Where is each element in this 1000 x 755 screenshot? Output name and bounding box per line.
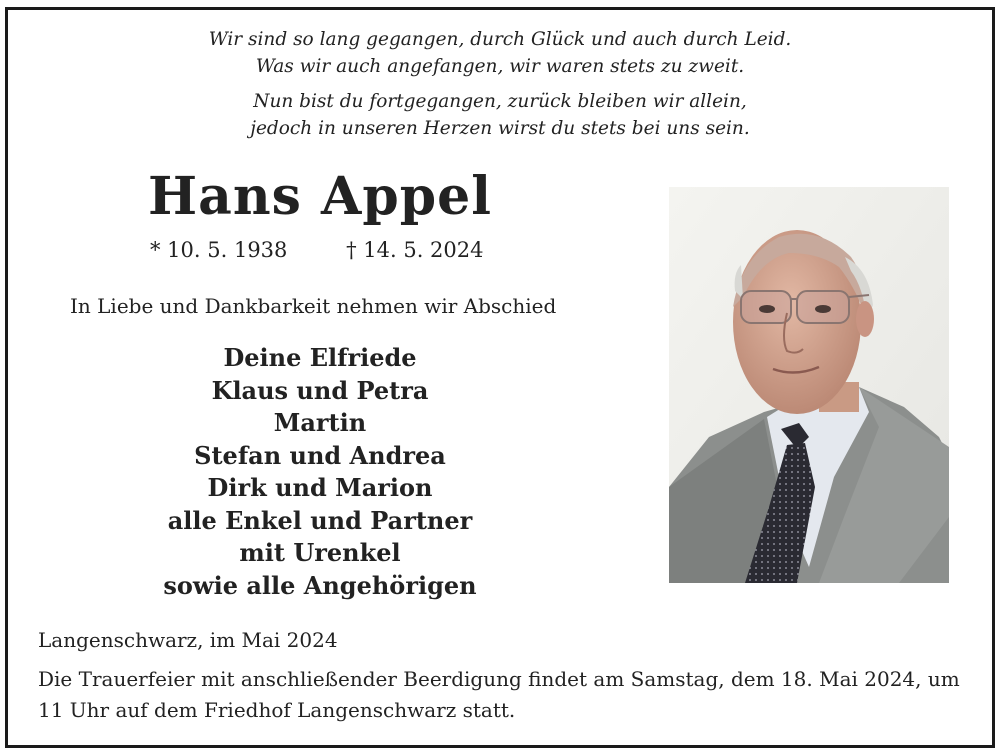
poem-stanza-1	[0, 26, 1000, 80]
mourner: Deine Elfriede	[223, 343, 417, 372]
ceremony-notice: Die Trauerfeier mit anschließender Beerdigung findet am Samstag, dem 18. Mai 2024, um 11 Uhr auf dem Friedhof Langenschwarz statt.	[38, 667, 960, 722]
birth-date: * 10. 5. 1938	[150, 238, 288, 262]
mourner: Dirk und Marion	[207, 473, 433, 502]
place-date: Langenschwarz, im Mai 2024	[38, 628, 338, 652]
mourner: alle Enkel und Partner	[167, 505, 473, 535]
life-dates	[150, 238, 484, 262]
poem-stanza-2	[0, 88, 1000, 142]
poem	[0, 26, 1000, 150]
portrait-illustration	[669, 187, 949, 583]
mourner: Martin	[273, 408, 367, 437]
poem-line: Was wir auch angefangen, wir waren stets zu zweit.	[255, 56, 745, 77]
death-date: † 14. 5. 2024	[346, 238, 484, 262]
poem-line: jedoch in unseren Herzen wirst du stets bei uns sein.	[250, 118, 750, 139]
poem-line: Wir sind so lang gegangen, durch Glück und auch durch Leid.	[208, 29, 792, 50]
portrait-photo	[669, 187, 949, 583]
mourners-list	[90, 342, 550, 602]
farewell-intro: In Liebe und Dankbarkeit nehmen wir Abschied	[70, 294, 557, 318]
mourner: sowie alle Angehörigen	[163, 570, 477, 600]
mourner: mit Urenkel	[239, 538, 401, 567]
poem-line: Nun bist du fortgegangen, zurück bleiben wir allein,	[253, 91, 747, 112]
mourner: Klaus und Petra	[211, 375, 429, 405]
mourner: Stefan und Andrea	[194, 440, 446, 470]
deceased-name: Hans Appel	[148, 166, 492, 227]
